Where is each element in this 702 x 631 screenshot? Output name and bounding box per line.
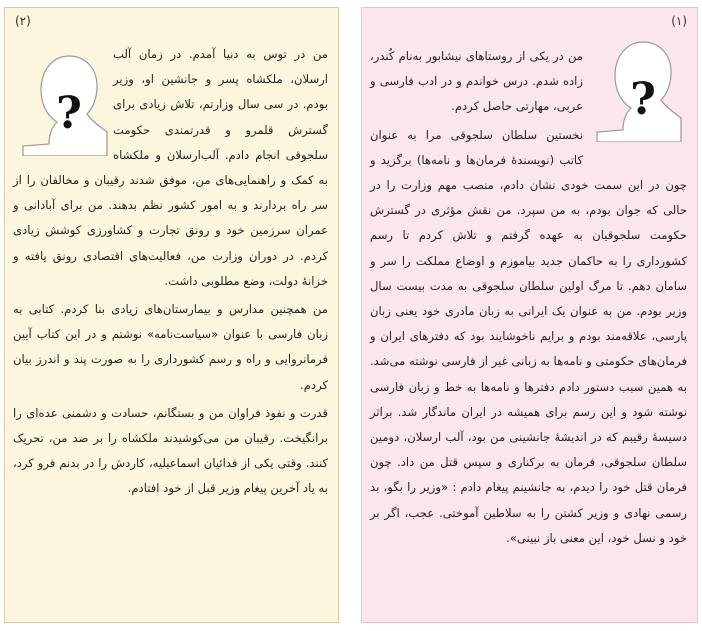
paragraph: نخستین سلطان سلجوقی مرا به عنوان کاتب (نویسندهٔ فرمان‌ها و نامه‌ها) برگزید و چون در این سمت خودی نشان دادم، منصب مهم وزارت را در حالی که جوان بودم، به من سپرد. من نقش مؤثری در گسترش حکومت سلجوقیان به عهده گرفتم و تلاش کردم تا رسم کشورداری را به حاکمان جدید بیاموزم و اوضاع مملکت را سر و سامان دهم. تا مرگ اولین سلطان سلجوقی به مدت بیست سال وزیر بودم. من به عنوان یک ایرانی به زبان مادری خود یعنی زبان پارسی، علاقه‌مند بودم و برایم ناخوشایند بود که دفترهای ایران و فرمان‌های حکومتی و نامه‌ها به زبانی غیر از فارسی نوشته می‌شد. به همین سبب دستور دادم دفترها و نامه‌ها به خط و زبان فارسی نوشته شود و این رسم برای همیشه در ایران ماندگار شد. براثر دسیسهٔ رقیبم که در اندیشهٔ جانشینی من بود، آلب ارسلان، دومین سلطان سلجوقی، فرمان به برکناری و سپس قتل من داد. چون فرمان قتل خود را دیدم، به جانشینم پیغام دادم : «وزیر را بگو، بد رسمی نهادی و وزیر کشتن را به سلاطین آموختی. عجب، اگر بر خود و نسل خود، این معنی باز نبینی». xyxy=(370,127,687,545)
card-text xyxy=(13,42,328,505)
avatar-spacer xyxy=(13,42,113,164)
biography-card-2 xyxy=(4,7,339,623)
card-number: (۲) xyxy=(15,14,31,28)
paragraph: من در یکی از روستاهای نیشابور به‌نام کُندر، زاده شدم. درس خواندم و در ادب فارسی و عربی، مهارتی حاصل کردم. xyxy=(370,49,583,114)
paragraph: من در توس به دنیا آمدم. در زمان آلب ارسلان، ملکشاه پسر و جانشین او، وزیر بودم. در سی سال وزارتم، تلاش زیادی برای گسترش قلمرو و قدرتمندی حکومت سلجوقی انجام دادم. آلب‌ارسلان و ملکشاه به کمک و راهنمایی‌های من، موفق شدند رقیبان و مخالفان را از سر راه بردارند و به امور کشور نظم بدهند. من برای آبادانی و عمران سرزمین خود و رونق تجارت و کشاورزی کوشش زیادی کردم. در دوران وزارت من، فعالیت‌های اقتصادی رونق یافته و خزانهٔ دولت، وضع مطلوبی داشت. xyxy=(13,47,328,288)
card-text xyxy=(370,44,687,554)
svg-text:?: ? xyxy=(630,74,656,125)
card-number: (۱) xyxy=(671,14,687,28)
paragraph: قدرت و نفوذ فراوان من و بستگانم، حسادت و دشمنی عده‌ای را برانگیخت. رقیبان من می‌کوشیدند ملکشاه را بر ضد من، تحریک کنند. وقتی یکی از فدائیان اسماعیلیه، کاردش را در بدنم فرو کرد، به یاد آخرین پیغام وزیر قبل از خود افتادم. xyxy=(13,405,328,496)
biography-card-1 xyxy=(361,7,698,623)
svg-text:?: ? xyxy=(56,88,82,139)
paragraph: من همچنین مدارس و بیمارستان‌های زیادی بنا کردم. کتابی به زبان فارسی با عنوان «سیاست‌نامه» نوشتم و در این کتاب آیین فرمانروایی و راه و رسم کشورداری را به صورت پند و اندرز بیان کردم. xyxy=(13,302,328,392)
avatar-spacer xyxy=(583,44,687,148)
